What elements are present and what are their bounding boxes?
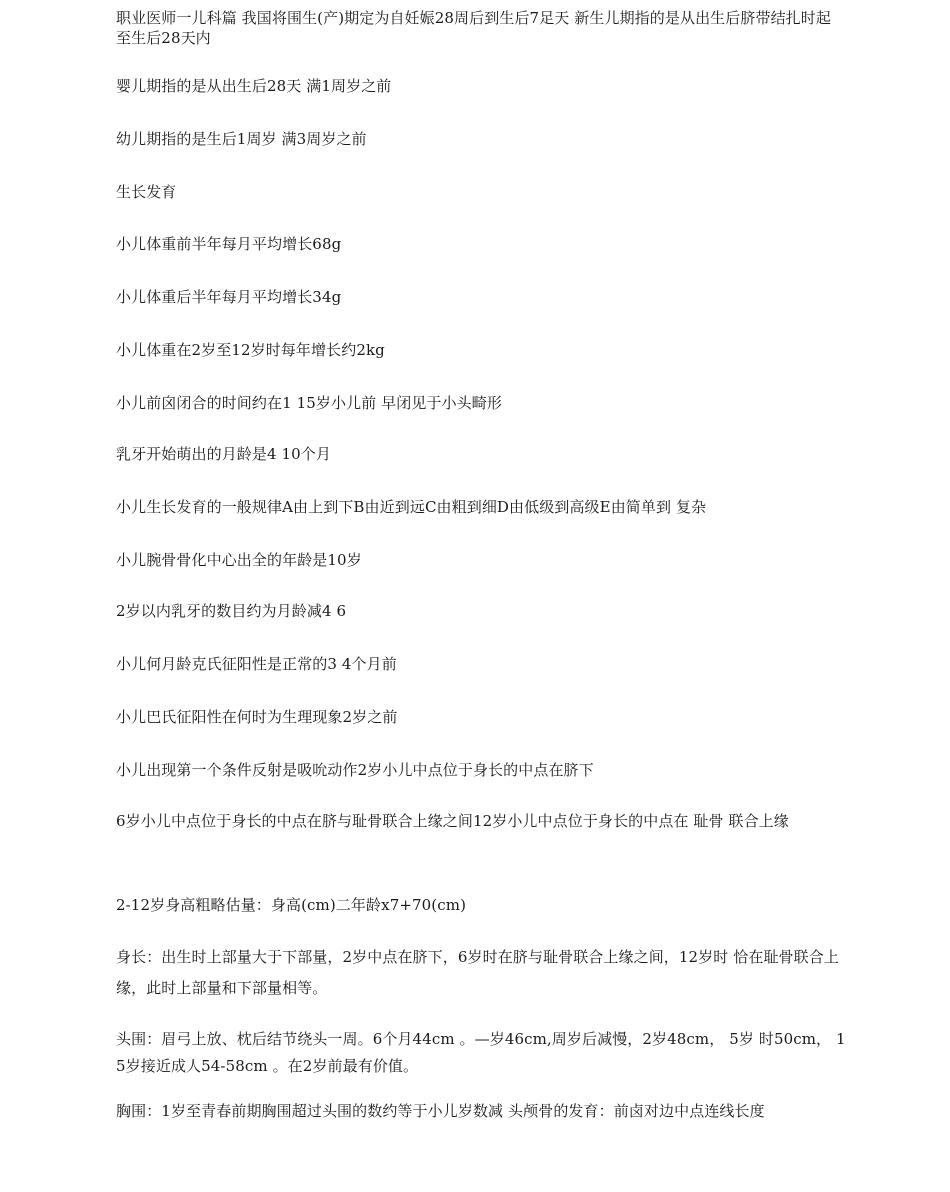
paragraph-19: 胸围：1岁至青春前期胸围超过头围的数约等于小儿岁数减 头颅骨的发育：前卤对边中点连线长度 [116, 1102, 765, 1120]
paragraph-6: 小儿体重在2岁至12岁时每年增长约2kg [116, 341, 385, 359]
paragraph-17: 身长：出生时上部量大于下部量，2岁中点在脐下，6岁时在脐与耻骨联合上缘之间，12岁时 恰在耻骨联合上缘，此时上部量和下部量相等。 [116, 948, 839, 997]
paragraph-18: 头围：眉弓上放、枕后结节绕头一周。6个月44cm 。—岁46cm,周岁后减慢，2岁48cm， 5岁 时50cm， 15岁接近成人54-58cm 。在2岁前最有价值。 [116, 1030, 846, 1075]
paragraph-10: 小儿腕骨骨化中心出全的年龄是10岁 [116, 551, 362, 569]
paragraph-1: 职业医师一儿科篇 我国将围生(产)期定为自妊娠28周后到生后7足天 新生儿期指的是从出生后脐带结扎时起至生后28天内 [116, 9, 831, 47]
paragraph-9: 小儿生长发育的一般规律A由上到下B由近到远C由粗到细D由低级到高级E由简单到 复杂 [116, 498, 707, 516]
paragraph-8: 乳牙开始萌出的月龄是4 10个月 [116, 445, 331, 463]
paragraph-13: 小儿巴氏征阳性在何时为生理现象2岁之前 [116, 708, 398, 726]
paragraph-7: 小儿前囟闭合的时间约在1 15岁小儿前 早闭见于小头畸形 [116, 394, 502, 412]
paragraph-12: 小儿何月龄克氏征阳性是正常的3 4个月前 [116, 655, 397, 673]
paragraph-4: 小儿体重前半年每月平均增长68g [116, 235, 342, 253]
paragraph-2: 婴儿期指的是从出生后28天 满1周岁之前 [116, 77, 392, 95]
paragraph-15: 6岁小儿中点位于身长的中点在脐与耻骨联合上缘之间12岁小儿中点位于身长的中点在 耻骨 联合上缘 [116, 812, 789, 830]
paragraph-5: 小儿体重后半年每月平均增长34g [116, 288, 342, 306]
paragraph-16: 2-12岁身高粗略估量：身高(cm)二年龄x7+70(cm) [116, 896, 467, 914]
section-heading: 生长发育 [116, 183, 177, 201]
paragraph-11: 2岁以内乳牙的数目约为月龄减4 6 [116, 602, 347, 620]
paragraph-14: 小儿出现第一个条件反射是吸吮动作2岁小儿中点位于身长的中点在脐下 [116, 761, 594, 779]
paragraph-3: 幼儿期指的是生后1周岁 满3周岁之前 [116, 130, 367, 148]
